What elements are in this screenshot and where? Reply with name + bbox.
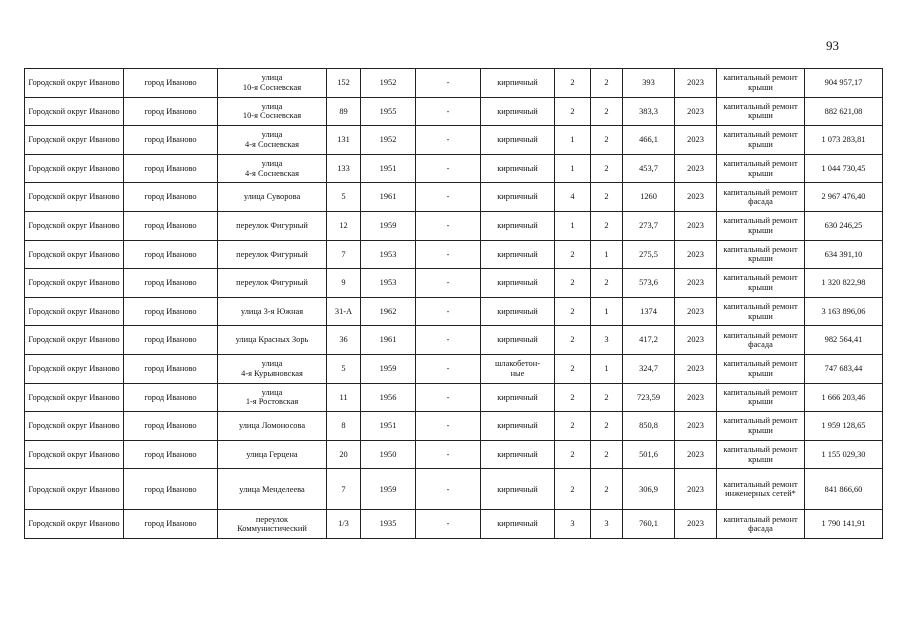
cell-entrances: 2: [591, 211, 623, 240]
cell-repair-type: капитальный ремонт крыши: [717, 412, 805, 441]
cell-area: 466,1: [623, 126, 675, 155]
cell-wall-material: кирпичный: [481, 383, 555, 412]
cell-wall-material: кирпичный: [481, 326, 555, 355]
cell-amount: 2 967 476,40: [805, 183, 883, 212]
cell-entrances: 2: [591, 440, 623, 469]
cell-blank-mark: -: [416, 383, 481, 412]
cell-municipality: Городской округ Иваново: [25, 383, 124, 412]
cell-municipality: Городской округ Иваново: [25, 97, 124, 126]
cell-amount: 904 957,17: [805, 69, 883, 98]
cell-wall-material: кирпичный: [481, 211, 555, 240]
cell-repair-type: капитальный ремонт крыши: [717, 211, 805, 240]
cell-entrances: 1: [591, 240, 623, 269]
cell-year-built: 1961: [361, 326, 416, 355]
cell-blank-mark: -: [416, 326, 481, 355]
cell-repair-type: капитальный ремонт фасада: [717, 326, 805, 355]
cell-street: улица 10-я Сосневская: [218, 97, 327, 126]
table-row: [25, 383, 883, 412]
cell-wall-material: кирпичный: [481, 154, 555, 183]
cell-amount: 630 246,25: [805, 211, 883, 240]
table-row: [25, 183, 883, 212]
cell-blank-mark: -: [416, 510, 481, 539]
cell-repair-year: 2023: [675, 154, 717, 183]
cell-municipality: Городской округ Иваново: [25, 154, 124, 183]
cell-street: переулок Фигурный: [218, 240, 327, 269]
cell-blank-mark: -: [416, 240, 481, 269]
cell-amount: 747 683,44: [805, 354, 883, 383]
cell-amount: 1 044 730,45: [805, 154, 883, 183]
cell-repair-year: 2023: [675, 211, 717, 240]
cell-entrances: 2: [591, 183, 623, 212]
cell-locality: город Иваново: [124, 240, 218, 269]
cell-blank-mark: -: [416, 211, 481, 240]
cell-street: улица 10-я Сосневская: [218, 69, 327, 98]
cell-blank-mark: -: [416, 297, 481, 326]
cell-municipality: Городской округ Иваново: [25, 510, 124, 539]
cell-municipality: Городской округ Иваново: [25, 440, 124, 469]
cell-year-built: 1935: [361, 510, 416, 539]
cell-house-number: 31-А: [327, 297, 361, 326]
cell-year-built: 1953: [361, 269, 416, 298]
cell-blank-mark: -: [416, 126, 481, 155]
cell-entrances: 2: [591, 69, 623, 98]
cell-repair-type: капитальный ремонт крыши: [717, 126, 805, 155]
cell-repair-type: капитальный ремонт крыши: [717, 297, 805, 326]
cell-municipality: Городской округ Иваново: [25, 183, 124, 212]
cell-repair-type: капитальный ремонт фасада: [717, 510, 805, 539]
cell-house-number: 12: [327, 211, 361, 240]
cell-locality: город Иваново: [124, 412, 218, 441]
cell-year-built: 1952: [361, 69, 416, 98]
cell-municipality: Городской округ Иваново: [25, 126, 124, 155]
cell-area: 393: [623, 69, 675, 98]
cell-amount: 1 666 203,46: [805, 383, 883, 412]
cell-repair-type: капитальный ремонт крыши: [717, 383, 805, 412]
cell-entrances: 3: [591, 510, 623, 539]
cell-wall-material: кирпичный: [481, 297, 555, 326]
cell-wall-material: шлакобетон- ные: [481, 354, 555, 383]
cell-entrances: 2: [591, 154, 623, 183]
cell-floors: 2: [555, 383, 591, 412]
cell-entrances: 1: [591, 354, 623, 383]
table-row: [25, 440, 883, 469]
cell-locality: город Иваново: [124, 297, 218, 326]
cell-house-number: 9: [327, 269, 361, 298]
cell-municipality: Городской округ Иваново: [25, 354, 124, 383]
cell-entrances: 2: [591, 269, 623, 298]
cell-repair-year: 2023: [675, 469, 717, 510]
cell-wall-material: кирпичный: [481, 183, 555, 212]
cell-repair-year: 2023: [675, 97, 717, 126]
cell-repair-type: капитальный ремонт инженерных сетей*: [717, 469, 805, 510]
cell-repair-type: капитальный ремонт крыши: [717, 269, 805, 298]
cell-locality: город Иваново: [124, 183, 218, 212]
cell-municipality: Городской округ Иваново: [25, 412, 124, 441]
cell-house-number: 8: [327, 412, 361, 441]
cell-repair-year: 2023: [675, 297, 717, 326]
cell-floors: 2: [555, 326, 591, 355]
cell-street: улица Ломоносова: [218, 412, 327, 441]
cell-street: переулок Коммунистический: [218, 510, 327, 539]
cell-house-number: 5: [327, 183, 361, 212]
cell-wall-material: кирпичный: [481, 412, 555, 441]
cell-repair-year: 2023: [675, 412, 717, 441]
cell-repair-year: 2023: [675, 383, 717, 412]
table-row: [25, 510, 883, 539]
cell-municipality: Городской округ Иваново: [25, 326, 124, 355]
cell-house-number: 7: [327, 469, 361, 510]
cell-blank-mark: -: [416, 69, 481, 98]
cell-street: переулок Фигурный: [218, 211, 327, 240]
cell-area: 760,1: [623, 510, 675, 539]
cell-blank-mark: -: [416, 469, 481, 510]
cell-entrances: 3: [591, 326, 623, 355]
cell-area: 1260: [623, 183, 675, 212]
cell-year-built: 1951: [361, 154, 416, 183]
cell-repair-type: капитальный ремонт крыши: [717, 69, 805, 98]
cell-house-number: 131: [327, 126, 361, 155]
table-row: [25, 412, 883, 441]
cell-area: 573,6: [623, 269, 675, 298]
table-row: [25, 240, 883, 269]
cell-year-built: 1952: [361, 126, 416, 155]
cell-blank-mark: -: [416, 269, 481, 298]
cell-repair-type: капитальный ремонт фасада: [717, 183, 805, 212]
cell-repair-year: 2023: [675, 240, 717, 269]
cell-repair-type: капитальный ремонт крыши: [717, 154, 805, 183]
cell-street: улица Герцена: [218, 440, 327, 469]
table-row: [25, 469, 883, 510]
cell-blank-mark: -: [416, 354, 481, 383]
cell-area: 501,6: [623, 440, 675, 469]
cell-house-number: 133: [327, 154, 361, 183]
table-row: [25, 126, 883, 155]
cell-repair-year: 2023: [675, 269, 717, 298]
cell-area: 453,7: [623, 154, 675, 183]
cell-entrances: 2: [591, 97, 623, 126]
table-row: [25, 69, 883, 98]
page-number: 93: [826, 38, 839, 53]
cell-repair-type: капитальный ремонт крыши: [717, 440, 805, 469]
cell-floors: 1: [555, 126, 591, 155]
cell-repair-year: 2023: [675, 354, 717, 383]
cell-house-number: 7: [327, 240, 361, 269]
cell-house-number: 36: [327, 326, 361, 355]
cell-house-number: 5: [327, 354, 361, 383]
cell-area: 417,2: [623, 326, 675, 355]
cell-locality: город Иваново: [124, 69, 218, 98]
cell-amount: 1 959 128,65: [805, 412, 883, 441]
cell-amount: 1 790 141,91: [805, 510, 883, 539]
cell-repair-type: капитальный ремонт крыши: [717, 97, 805, 126]
cell-floors: 2: [555, 297, 591, 326]
cell-wall-material: кирпичный: [481, 126, 555, 155]
cell-locality: город Иваново: [124, 326, 218, 355]
cell-year-built: 1961: [361, 183, 416, 212]
cell-blank-mark: -: [416, 412, 481, 441]
cell-municipality: Городской округ Иваново: [25, 269, 124, 298]
cell-house-number: 20: [327, 440, 361, 469]
cell-municipality: Городской округ Иваново: [25, 240, 124, 269]
cell-repair-year: 2023: [675, 69, 717, 98]
cell-wall-material: кирпичный: [481, 269, 555, 298]
cell-area: 275,5: [623, 240, 675, 269]
cell-municipality: Городской округ Иваново: [25, 469, 124, 510]
cell-floors: 2: [555, 440, 591, 469]
cell-municipality: Городской округ Иваново: [25, 297, 124, 326]
cell-year-built: 1959: [361, 354, 416, 383]
cell-floors: 2: [555, 354, 591, 383]
cell-floors: 2: [555, 69, 591, 98]
cell-floors: 2: [555, 412, 591, 441]
cell-area: 306,9: [623, 469, 675, 510]
cell-locality: город Иваново: [124, 383, 218, 412]
cell-street: улица Красных Зорь: [218, 326, 327, 355]
cell-amount: 882 621,08: [805, 97, 883, 126]
cell-wall-material: кирпичный: [481, 97, 555, 126]
cell-year-built: 1959: [361, 469, 416, 510]
cell-blank-mark: -: [416, 97, 481, 126]
cell-amount: 3 163 896,06: [805, 297, 883, 326]
cell-year-built: 1951: [361, 412, 416, 441]
cell-entrances: 2: [591, 469, 623, 510]
cell-amount: 1 073 283,81: [805, 126, 883, 155]
cell-blank-mark: -: [416, 154, 481, 183]
cell-municipality: Городской округ Иваново: [25, 211, 124, 240]
cell-amount: 841 866,60: [805, 469, 883, 510]
cell-year-built: 1956: [361, 383, 416, 412]
cell-floors: 4: [555, 183, 591, 212]
cell-amount: 1 320 822,98: [805, 269, 883, 298]
cell-repair-year: 2023: [675, 440, 717, 469]
cell-house-number: 152: [327, 69, 361, 98]
table-row: [25, 354, 883, 383]
cell-entrances: 2: [591, 383, 623, 412]
cell-locality: город Иваново: [124, 154, 218, 183]
cell-area: 383,3: [623, 97, 675, 126]
cell-floors: 2: [555, 269, 591, 298]
cell-municipality: Городской округ Иваново: [25, 69, 124, 98]
cell-amount: 1 155 029,30: [805, 440, 883, 469]
cell-area: 723,59: [623, 383, 675, 412]
cell-floors: 3: [555, 510, 591, 539]
cell-area: 850,8: [623, 412, 675, 441]
cell-locality: город Иваново: [124, 469, 218, 510]
cell-locality: город Иваново: [124, 269, 218, 298]
cell-street: переулок Фигурный: [218, 269, 327, 298]
cell-floors: 1: [555, 211, 591, 240]
cell-repair-type: капитальный ремонт крыши: [717, 240, 805, 269]
cell-amount: 982 564,41: [805, 326, 883, 355]
table-row: [25, 211, 883, 240]
cell-repair-year: 2023: [675, 326, 717, 355]
cell-area: 273,7: [623, 211, 675, 240]
cell-year-built: 1950: [361, 440, 416, 469]
cell-entrances: 2: [591, 412, 623, 441]
cell-repair-type: капитальный ремонт крыши: [717, 354, 805, 383]
cell-entrances: 2: [591, 126, 623, 155]
cell-street: улица 1-я Ростовская: [218, 383, 327, 412]
table-row: [25, 97, 883, 126]
cell-amount: 634 391,10: [805, 240, 883, 269]
cell-floors: 2: [555, 97, 591, 126]
cell-repair-year: 2023: [675, 510, 717, 539]
cell-entrances: 1: [591, 297, 623, 326]
cell-repair-year: 2023: [675, 126, 717, 155]
cell-locality: город Иваново: [124, 211, 218, 240]
cell-floors: 2: [555, 240, 591, 269]
cell-locality: город Иваново: [124, 440, 218, 469]
cell-year-built: 1962: [361, 297, 416, 326]
housing-repair-table: [24, 68, 883, 539]
table-row: [25, 154, 883, 183]
cell-wall-material: кирпичный: [481, 510, 555, 539]
cell-area: 1374: [623, 297, 675, 326]
cell-wall-material: кирпичный: [481, 240, 555, 269]
cell-street: улица 3-я Южная: [218, 297, 327, 326]
cell-house-number: 11: [327, 383, 361, 412]
cell-year-built: 1959: [361, 211, 416, 240]
cell-floors: 1: [555, 154, 591, 183]
cell-blank-mark: -: [416, 440, 481, 469]
cell-repair-year: 2023: [675, 183, 717, 212]
cell-street: улица 4-я Сосневская: [218, 154, 327, 183]
cell-street: улица 4-я Сосневская: [218, 126, 327, 155]
table-row: [25, 269, 883, 298]
cell-wall-material: кирпичный: [481, 69, 555, 98]
table-row: [25, 326, 883, 355]
table-row: [25, 297, 883, 326]
cell-blank-mark: -: [416, 183, 481, 212]
cell-locality: город Иваново: [124, 510, 218, 539]
cell-year-built: 1953: [361, 240, 416, 269]
cell-wall-material: кирпичный: [481, 469, 555, 510]
cell-street: улица 4-я Курьяновская: [218, 354, 327, 383]
cell-house-number: 1/3: [327, 510, 361, 539]
cell-year-built: 1955: [361, 97, 416, 126]
cell-locality: город Иваново: [124, 354, 218, 383]
cell-street: улица Менделеева: [218, 469, 327, 510]
cell-locality: город Иваново: [124, 97, 218, 126]
cell-wall-material: кирпичный: [481, 440, 555, 469]
cell-floors: 2: [555, 469, 591, 510]
cell-street: улица Суворова: [218, 183, 327, 212]
cell-area: 324,7: [623, 354, 675, 383]
cell-house-number: 89: [327, 97, 361, 126]
cell-locality: город Иваново: [124, 126, 218, 155]
